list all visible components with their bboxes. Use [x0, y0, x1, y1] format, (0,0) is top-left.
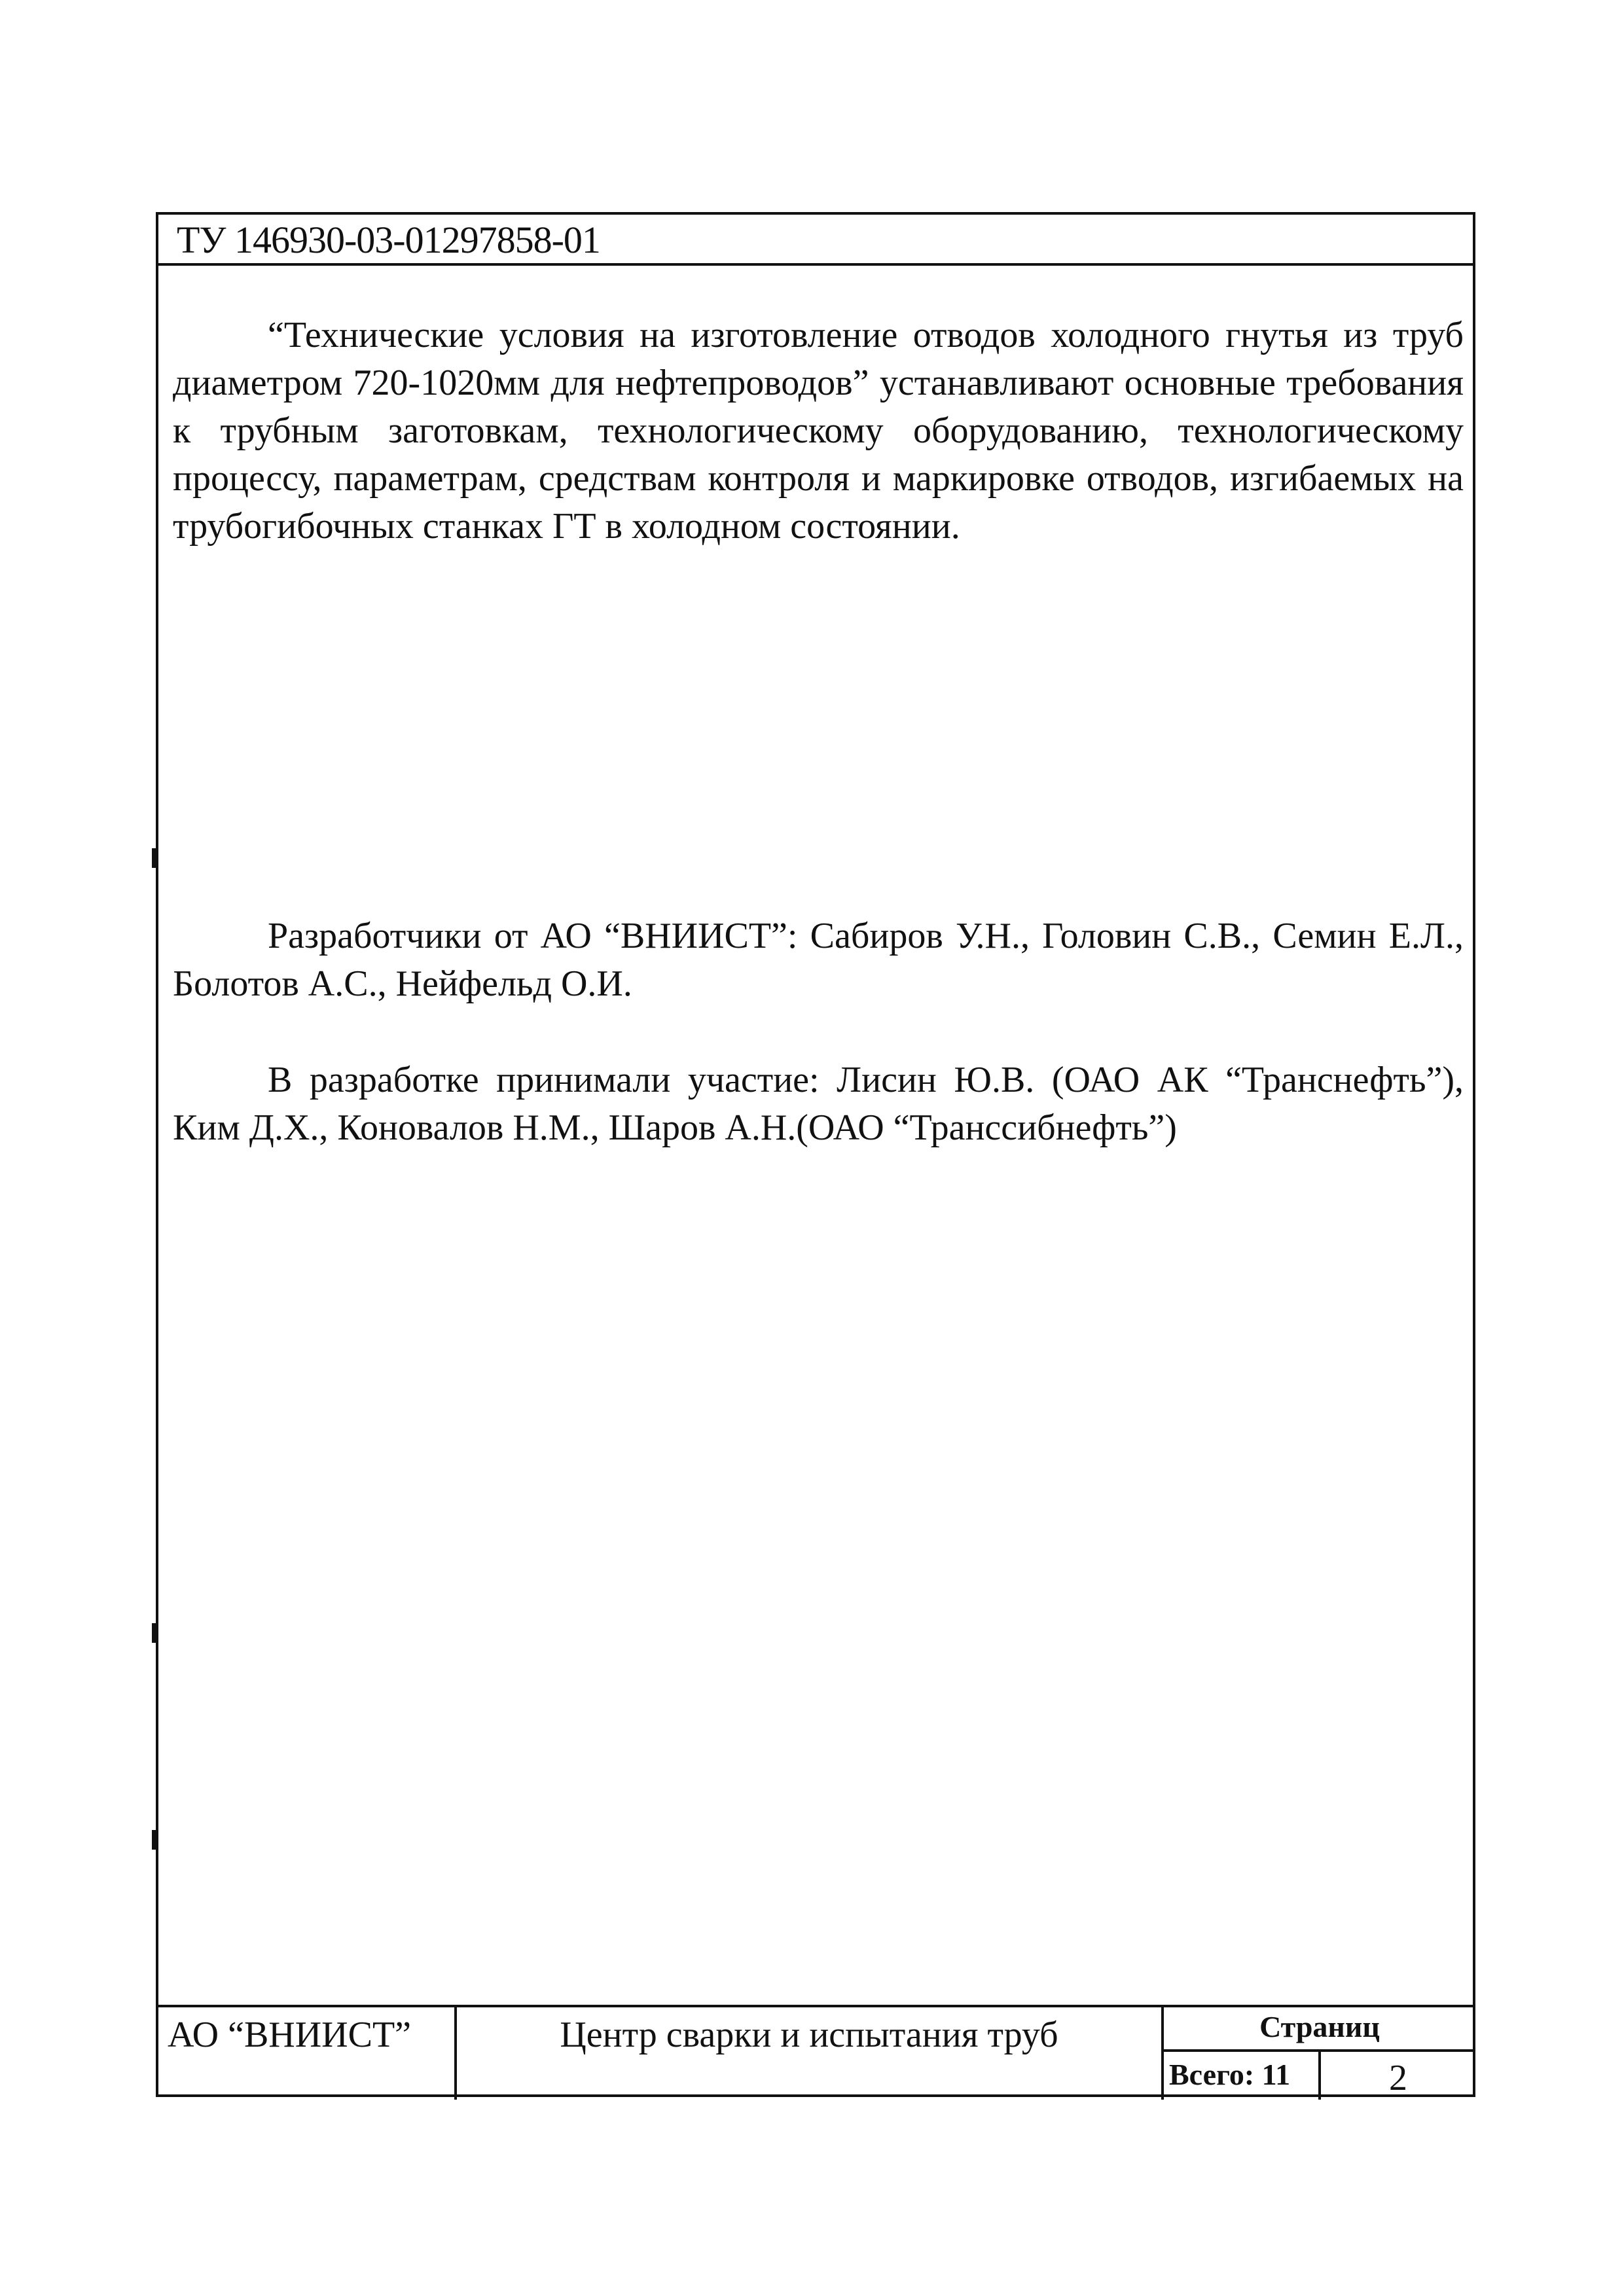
margin-mark [152, 1830, 156, 1850]
title-block-pages [1164, 2005, 1475, 2100]
document-frame [156, 212, 1475, 2097]
participants-paragraph: В разработке принимали участие: Лисин Ю.В. (ОАО АК “Транснефть”), Ким Д.Х., Коновалов Н.М., Шаров А.Н.(ОАО “Транссибнефть”) [173, 1060, 1464, 1148]
organization-label: АО “ВНИИСТ” [168, 2015, 412, 2055]
page-number: 2 [1389, 2058, 1407, 2098]
margin-mark [152, 1623, 156, 1643]
document-number: ТУ 146930-03-01297858-01 [177, 219, 600, 261]
title-block [156, 2005, 1475, 2100]
department-label: Центр сварки и испытания труб [560, 2015, 1058, 2055]
title-block-department [457, 2005, 1164, 2100]
header-row [158, 215, 1473, 266]
title-block-organization [156, 2005, 457, 2100]
developers-paragraph: Разработчики от АО “ВНИИСТ”: Сабиров У.Н., Головин С.В., Семин Е.Л., Болотов А.С., Нейфельд О.И. [173, 916, 1464, 1004]
intro-paragraph: “Технические условия на изготовление отводов холодного гнутья из труб диаметром 720-1020мм для нефтепроводов” устанавливают основные требования к трубным заготовкам, технологическому оборудованию, технологическому процессу, параметрам, средствам контроля и маркировке отводов, изгибаемых на трубогибочных станках ГТ в холодном состоянии. [173, 315, 1464, 547]
pages-label: Страниц [1164, 2005, 1475, 2052]
total-pages-label: Всего: 11 [1164, 2052, 1321, 2100]
margin-mark [152, 848, 156, 868]
